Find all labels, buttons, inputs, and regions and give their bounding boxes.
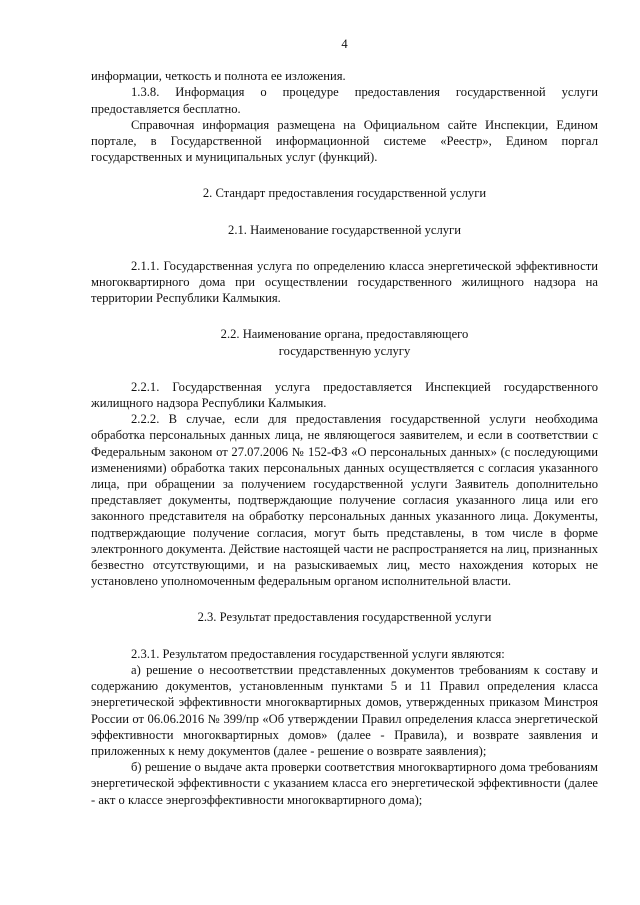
paragraph-2-1-1: 2.1.1. Государственная услуга по определению класса энергетической эффективности многоквартирного дома при осуществлении государственного жилищного надзора на территории Республики Калмыкия. [91,258,598,306]
paragraph-2-3-1: 2.3.1. Результатом предоставления государственной услуги являются: [131,646,505,661]
paragraph-continuation: информации, четкость и полнота ее изложения. [91,69,346,84]
section-2-heading: 2. Стандарт предоставления государственной услуги [202,186,487,201]
section-2-2-heading-line2: государственную услугу [278,343,411,358]
page-number: 4 [341,37,348,51]
paragraph-reference-info: Справочная информация размещена на Официальном сайте Инспекции, Едином портале, в Государственной информационной системе «Реестр», Едином поргал государственных и муниципальных услуг (функций). [91,117,598,165]
paragraph-item-a: а) решение о несоответствии представленных документов требованиям к составу и содержанию документов, установленным пунктами 5 и 11 Правил определения класса энергетической эффективности многоквартирных домов, утвержденных приказом Минстроя России от 06.06.2016 № 399/пр «Об утверждении Правил определения класса энергетической эффективности многоквартирных домов» (далее - Правила), и возврате заявления и приложенных к нему документов (далее - решение о возврате заявления); [91,662,598,758]
paragraph-2-2-2: 2.2.2. В случае, если для предоставления государственной услуги необходима обработка персональных данных лица, не являющегося заявителем, и если в соответствии с Федеральным законом от 27.07.2006 № 152-ФЗ «О персональных данных» (с последующими изменениями) обработка таких персональных данных осуществляется с согласия указанного лица, при обращении за получением государственной услуги Заявитель дополнительно представляет документы, подтверждающие получение согласия указанного лица или его законного представителя на обработку персональных данных указанного лица. Документы, подтверждающие получение согласия, могут быть представлены, в том числе в форме электронного документа. Действие настоящей части не распространяется на лиц, признанных безвестно отсутствующими, и на разыскиваемых лиц, место нахождения которых не установлено уполномоченным федеральным органом исполнительной власти. [91,412,598,589]
section-2-3-heading: 2.3. Результат предоставления государственной услуги [197,610,492,625]
section-2-2-heading-line1: 2.2. Наименование органа, предоставляющего [220,327,469,342]
paragraph-item-b: б) решение о выдаче акта проверки соответствия многоквартирного дома требованиям энергетической эффективности с указанием класса его энергетической эффективности (далее - акт о классе энергоэффективности многоквартирного дома); [91,760,598,807]
section-2-1-heading: 2.1. Наименование государственной услуги [228,222,461,237]
paragraph-1-3-8: 1.3.8. Информация о процедуре предоставления государственной услуги предоставляется бесплатно. [91,85,598,116]
paragraph-2-2-1: 2.2.1. Государственная услуга предоставляется Инспекцией государственного жилищного надзора Республики Калмыкия. [91,379,598,411]
